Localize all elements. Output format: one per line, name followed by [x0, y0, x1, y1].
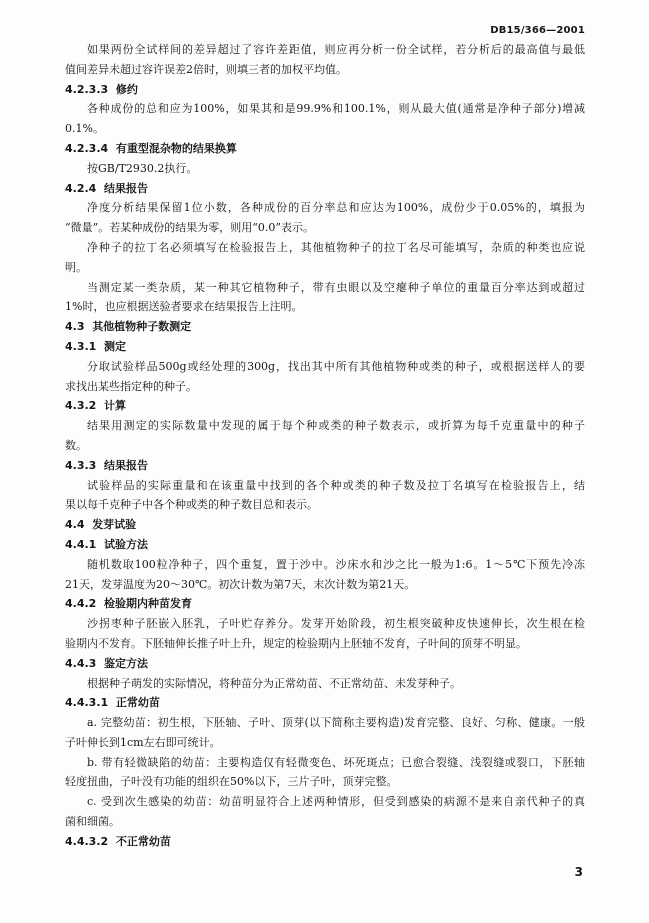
document-body [65, 40, 585, 852]
page-number: 3 [574, 865, 583, 879]
section-heading-4-2-3-3 [65, 80, 585, 100]
paragraph-rounding [65, 99, 585, 139]
section-title: 结果报告 [104, 181, 149, 195]
section-heading-4-2-3-4 [65, 139, 585, 159]
section-number: 4.4.3.2 [65, 834, 109, 848]
paragraph-purity-result [65, 198, 585, 238]
section-title: 修约 [115, 82, 138, 96]
paragraph-latin-names [65, 238, 585, 278]
section-heading-4-4-2 [65, 594, 585, 614]
section-title: 试验方法 [104, 537, 149, 551]
section-heading-4-4-1 [65, 535, 585, 555]
text-line: 当测定某一类杂质，某一种其它植物种子，带有虫眼以及空瘪种子单位的重量百分率达到或超过 [87, 280, 585, 294]
text-line: 分取试验样品500g或经处理的300g，找出其中所有其他植物种或类的种子，或根据送样人的要 [87, 359, 585, 373]
text-line: 沙拐枣种子胚嵌入胚乳，子叶贮存养分。发芽开始阶段，初生根突破种皮快速伸长，次生根在检 [87, 617, 585, 631]
section-number: 4.2.3.3 [65, 82, 109, 96]
text-line: “微量”。若某种成份的结果为零，则用“0.0”表示。 [65, 221, 314, 235]
paragraph-impurity-note [65, 278, 585, 318]
section-number: 4.3.2 [65, 399, 97, 413]
section-title: 测定 [104, 339, 127, 353]
paragraph-test-method [65, 555, 585, 595]
text-line: 果以每千克种子中各个种或类的种子数目总和表示。 [65, 498, 318, 512]
paragraph-evaluation [65, 674, 585, 694]
section-number: 4.4 [65, 518, 85, 532]
paragraph-calculation [65, 416, 585, 456]
text-line: 结果用测定的实际数量中发现的属于每个种或类的种子数表示，或折算为每千克重量中的种子 [87, 419, 585, 433]
section-title: 结果报告 [104, 458, 149, 472]
text-line: 0.1%。 [65, 122, 104, 136]
text-line: 试验样品的实际重量和在该重量中找到的各个种或类的种子数及拉丁名填写在检验报告上，结 [87, 478, 585, 492]
text-line: 随机数取100粒净种子，四个重复，置于沙中。沙床水和沙之比一般为1:6。1～5℃下预先冷冻 [87, 557, 585, 571]
section-title: 有重型混杂物的结果换算 [115, 141, 237, 155]
text-line: 各种成份的总和应为100%，如果其和是99.9%和100.1%，则从最大值(通常是净种子部分)增减 [87, 102, 585, 116]
standard-code-header: DB15/366—2001 [490, 25, 585, 36]
section-number: 4.2.3.4 [65, 141, 109, 155]
text-line: 轻度扭曲，子叶没有功能的组织在50%以下，三片子叶，顶芽完整。 [65, 775, 398, 789]
section-title: 不正常幼苗 [115, 834, 171, 848]
section-heading-4-4-3-1 [65, 693, 585, 713]
section-heading-4-4 [65, 515, 585, 535]
text-line: 如果两份全试样间的差异超过了容许差距值，则应再分析一份全试样，若分析后的最高值与最低 [87, 43, 585, 56]
paragraph-seedling-development [65, 614, 585, 654]
text-line: 数。 [65, 438, 87, 452]
section-title: 其他植物种子数测定 [92, 320, 192, 334]
text-line: 求找出某些指定种的种子。 [65, 379, 197, 393]
text-line: a. 完整幼苗：初生根，下胚轴、子叶、顶芽(以下简称主要构造)发育完整、良好、匀称、健康。一般 [87, 716, 585, 730]
text-line: 净度分析结果保留1位小数，各种成份的百分率总和应达为100%，成份少于0.05%的，填报为 [87, 201, 585, 215]
paragraph-seed-count-report [65, 476, 585, 516]
section-title: 计算 [104, 399, 127, 413]
paragraph-conversion [65, 159, 585, 179]
section-title: 鉴定方法 [104, 656, 149, 670]
section-number: 4.4.3.1 [65, 696, 109, 710]
text-line: 明。 [65, 260, 87, 274]
section-heading-4-4-3 [65, 654, 585, 674]
section-title: 发芽试验 [92, 518, 137, 532]
text-line: 根据种子萌发的实际情况，将种苗分为正常幼苗、不正常幼苗、未发芽种子。 [87, 676, 461, 690]
section-number: 4.2.4 [65, 181, 97, 195]
section-heading-4-2-4 [65, 179, 585, 199]
text-line: b. 带有轻微缺陷的幼苗：主要构造仅有轻微变色、坏死斑点；已愈合裂缝、浅裂缝或裂口，下胚轴 [87, 755, 585, 769]
section-number: 4.4.1 [65, 537, 97, 551]
paragraph-determination [65, 357, 585, 397]
section-heading-4-3-3 [65, 456, 585, 476]
list-item-b [65, 753, 585, 793]
section-number: 4.3.3 [65, 458, 97, 472]
text-line: 按GB/T2930.2执行。 [87, 161, 198, 175]
text-line: 1%时，也应根据送验者要求在结果报告上注明。 [65, 300, 303, 314]
text-line: 净种子的拉丁名必须填写在检验报告上，其他植物种子的拉丁名尽可能填写，杂质的种类也应说 [87, 240, 585, 254]
section-number: 4.4.3 [65, 656, 97, 670]
section-heading-4-4-3-2 [65, 832, 585, 852]
list-item-c [65, 792, 585, 832]
text-line: 21天，发芽温度为20～30℃。初次计数为第7天，末次计数为第21天。 [65, 577, 416, 591]
section-heading-4-3-1 [65, 337, 585, 357]
text-line: 验期内不发育。下胚轴伸长推子叶上升，规定的检验期内上胚轴不发育，子叶间的顶芽不明显。 [65, 636, 527, 650]
section-number: 4.4.2 [65, 597, 97, 611]
section-title: 正常幼苗 [115, 696, 160, 710]
section-number: 4.3 [65, 320, 85, 334]
text-line: 子叶伸长到1cm左右即可统计。 [65, 735, 221, 749]
section-heading-4-3-2 [65, 396, 585, 416]
section-heading-4-3 [65, 317, 585, 337]
text-line: 菌和细菌。 [65, 815, 120, 829]
text-line: 值间差异未超过容许误差2倍时，则填三者的加权平均值。 [65, 62, 347, 76]
section-number: 4.3.1 [65, 339, 97, 353]
text-line: c. 受到次生感染的幼苗：幼苗明显符合上述两种情形，但受到感染的病源不是来自亲代种子的真 [87, 795, 585, 809]
paragraph-tolerance [65, 40, 585, 80]
section-title: 检验期内种苗发育 [104, 597, 193, 611]
list-item-a [65, 713, 585, 753]
